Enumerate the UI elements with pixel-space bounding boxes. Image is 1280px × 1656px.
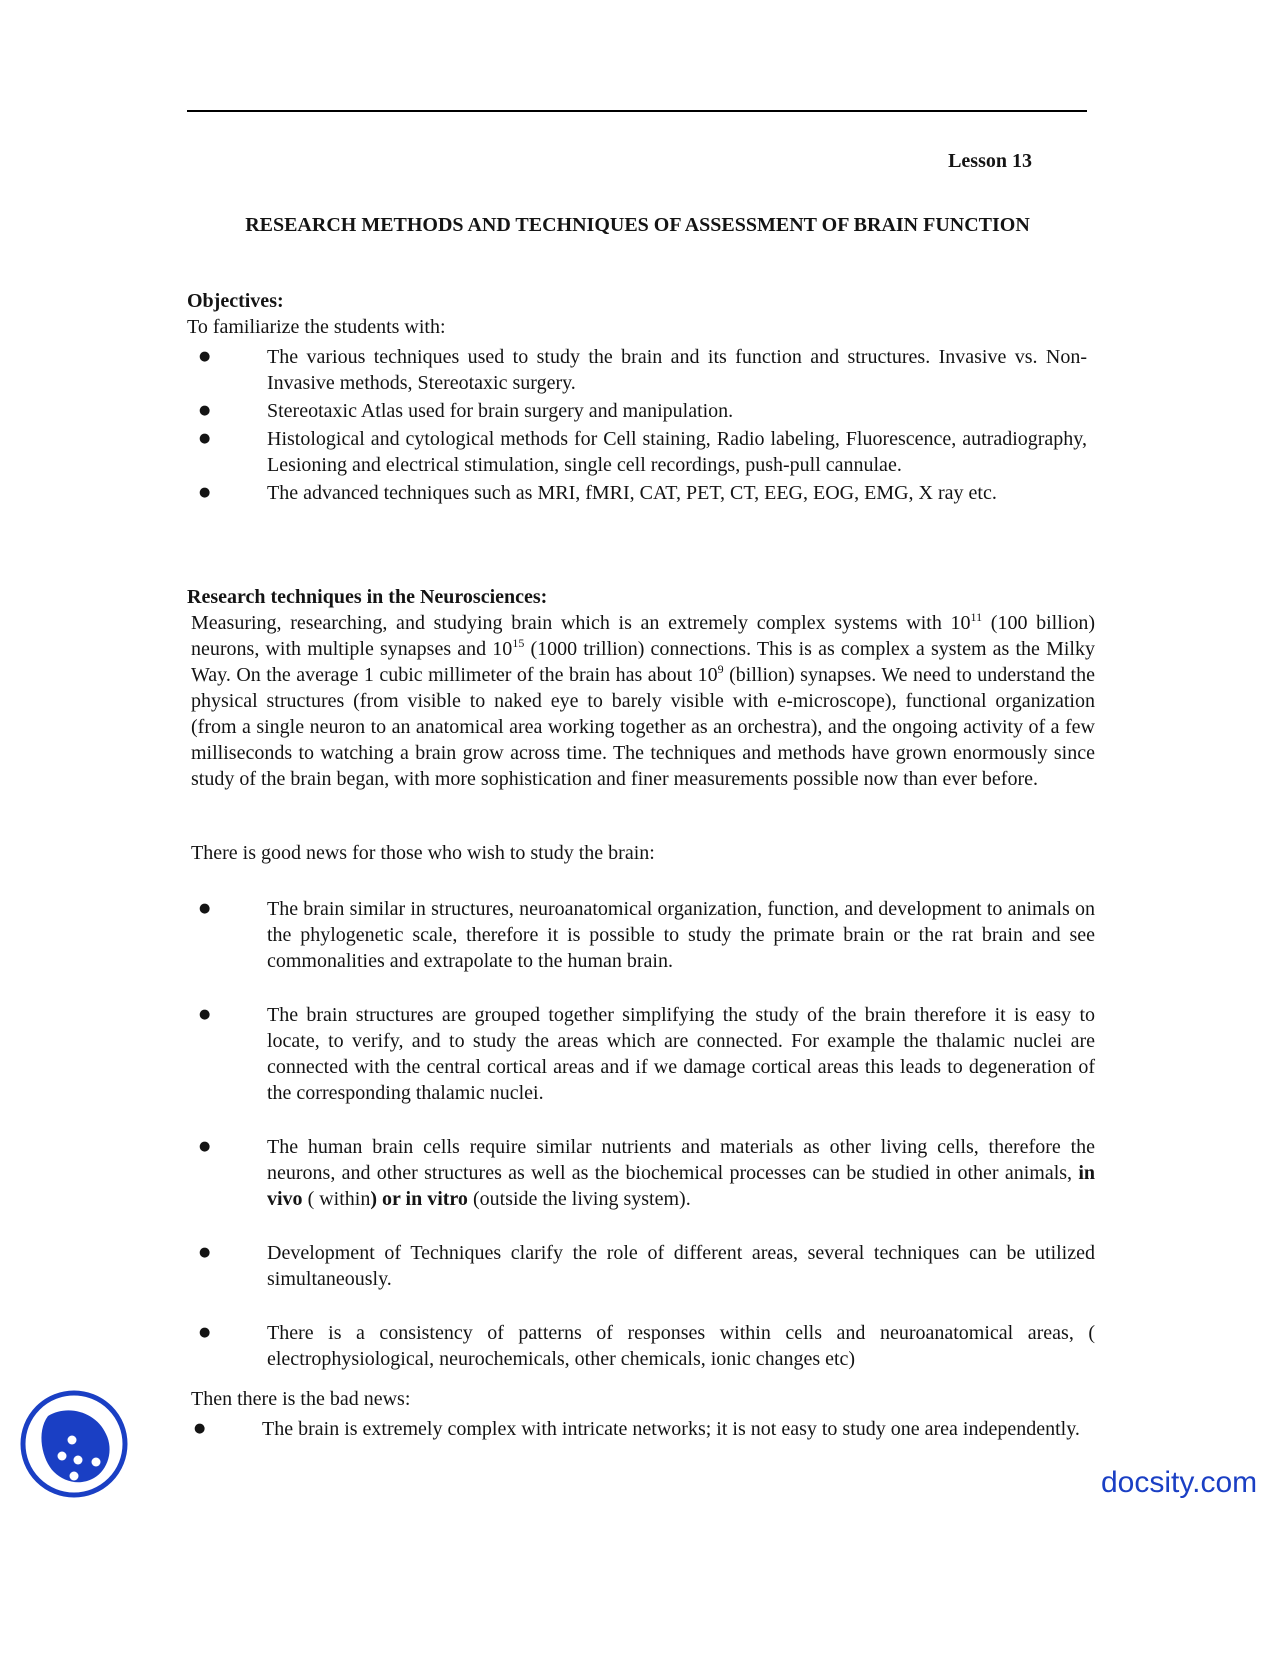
research-heading: Research techniques in the Neurosciences:	[187, 586, 548, 608]
list-item: ● Stereotaxic Atlas used for brain surgery and manipulation.	[233, 398, 1087, 424]
list-item: ● The brain similar in structures, neuroanatomical organization, function, and development to animals on the phylogenetic scale, therefore it is possible to study the primate brain or the rat brain and see commonalities and extrapolate to the human brain.	[233, 896, 1095, 974]
list-item: ● The advanced techniques such as MRI, fMRI, CAT, PET, CT, EEG, EOG, EMG, X ray etc.	[233, 480, 1087, 506]
list-item: ● There is a consistency of patterns of responses within cells and neuroanatomical areas, ( electrophysiological, neurochemicals, other chemicals, ionic changes etc)	[233, 1320, 1095, 1372]
docsity-logo-icon	[20, 1390, 128, 1498]
list-item: ● The various techniques used to study the brain and its function and structures. Invasive vs. Non- Invasive methods, Stereotaxic surgery.	[233, 344, 1087, 396]
objectives-heading: Objectives:	[187, 290, 284, 312]
objectives-list	[0, 344, 1087, 506]
good-news-intro: There is good news for those who wish to study the brain:	[191, 842, 655, 864]
bad-news-intro: Then there is the bad news:	[191, 1388, 411, 1410]
list-item: ● Development of Techniques clarify the role of different areas, several techniques can be utilized simultaneously.	[233, 1240, 1095, 1292]
list-item: ● The brain is extremely complex with intricate networks; it is not easy to study one area independently.	[228, 1416, 1095, 1442]
lesson-label: Lesson 13	[948, 150, 1032, 172]
research-paragraph: Measuring, researching, and studying brain which is an extremely complex systems with $10^{11}$ (100 billion) neurons, with multiple synapses and $10^{15}$ (1000 trillion) connections. This is as complex a system as the Milky Way. On the average 1 cubic millimeter of the brain has about $10^9$ (billion) synapses. We need to understand the physical structures (from visible to naked eye to barely visible with e-microscope), functional organization (from a single neuron to an anatomical area working together as an orchestra), and the ongoing activity of a few milliseconds to watching a brain grow across time. The techniques and methods have grown enormously since study of the brain began, with more sophistication and finer measurements possible now than ever before.	[191, 610, 1096, 790]
list-item: ● The human brain cells require similar nutrients and materials as other living cells, therefore the neurons, and other structures as well as the biochemical processes can be studied in other animals, in vivo ( within) or in vitro (outside the living system).	[233, 1134, 1095, 1212]
page-title: RESEARCH METHODS AND TECHNIQUES OF ASSESSMENT OF BRAIN FUNCTION	[245, 214, 1030, 236]
good-news-list	[0, 896, 1095, 1372]
objectives-intro: To familiarize the students with:	[187, 316, 446, 338]
header-rule	[187, 110, 1087, 112]
docsity-watermark[interactable]: docsity.com	[1101, 1466, 1258, 1499]
bad-news-list	[0, 1416, 1095, 1442]
list-item: ● Histological and cytological methods for Cell staining, Radio labeling, Fluorescence, autradiography, Lesioning and electrical stimulation, single cell recordings, push-pull cannulae.	[233, 426, 1087, 478]
list-item: ● The brain structures are grouped together simplifying the study of the brain therefore it is easy to locate, to verify, and to study the areas which are connected. For example the thalamic nuclei are connected with the central cortical areas and if we damage cortical areas this leads to degeneration of the corresponding thalamic nuclei.	[233, 1002, 1095, 1106]
